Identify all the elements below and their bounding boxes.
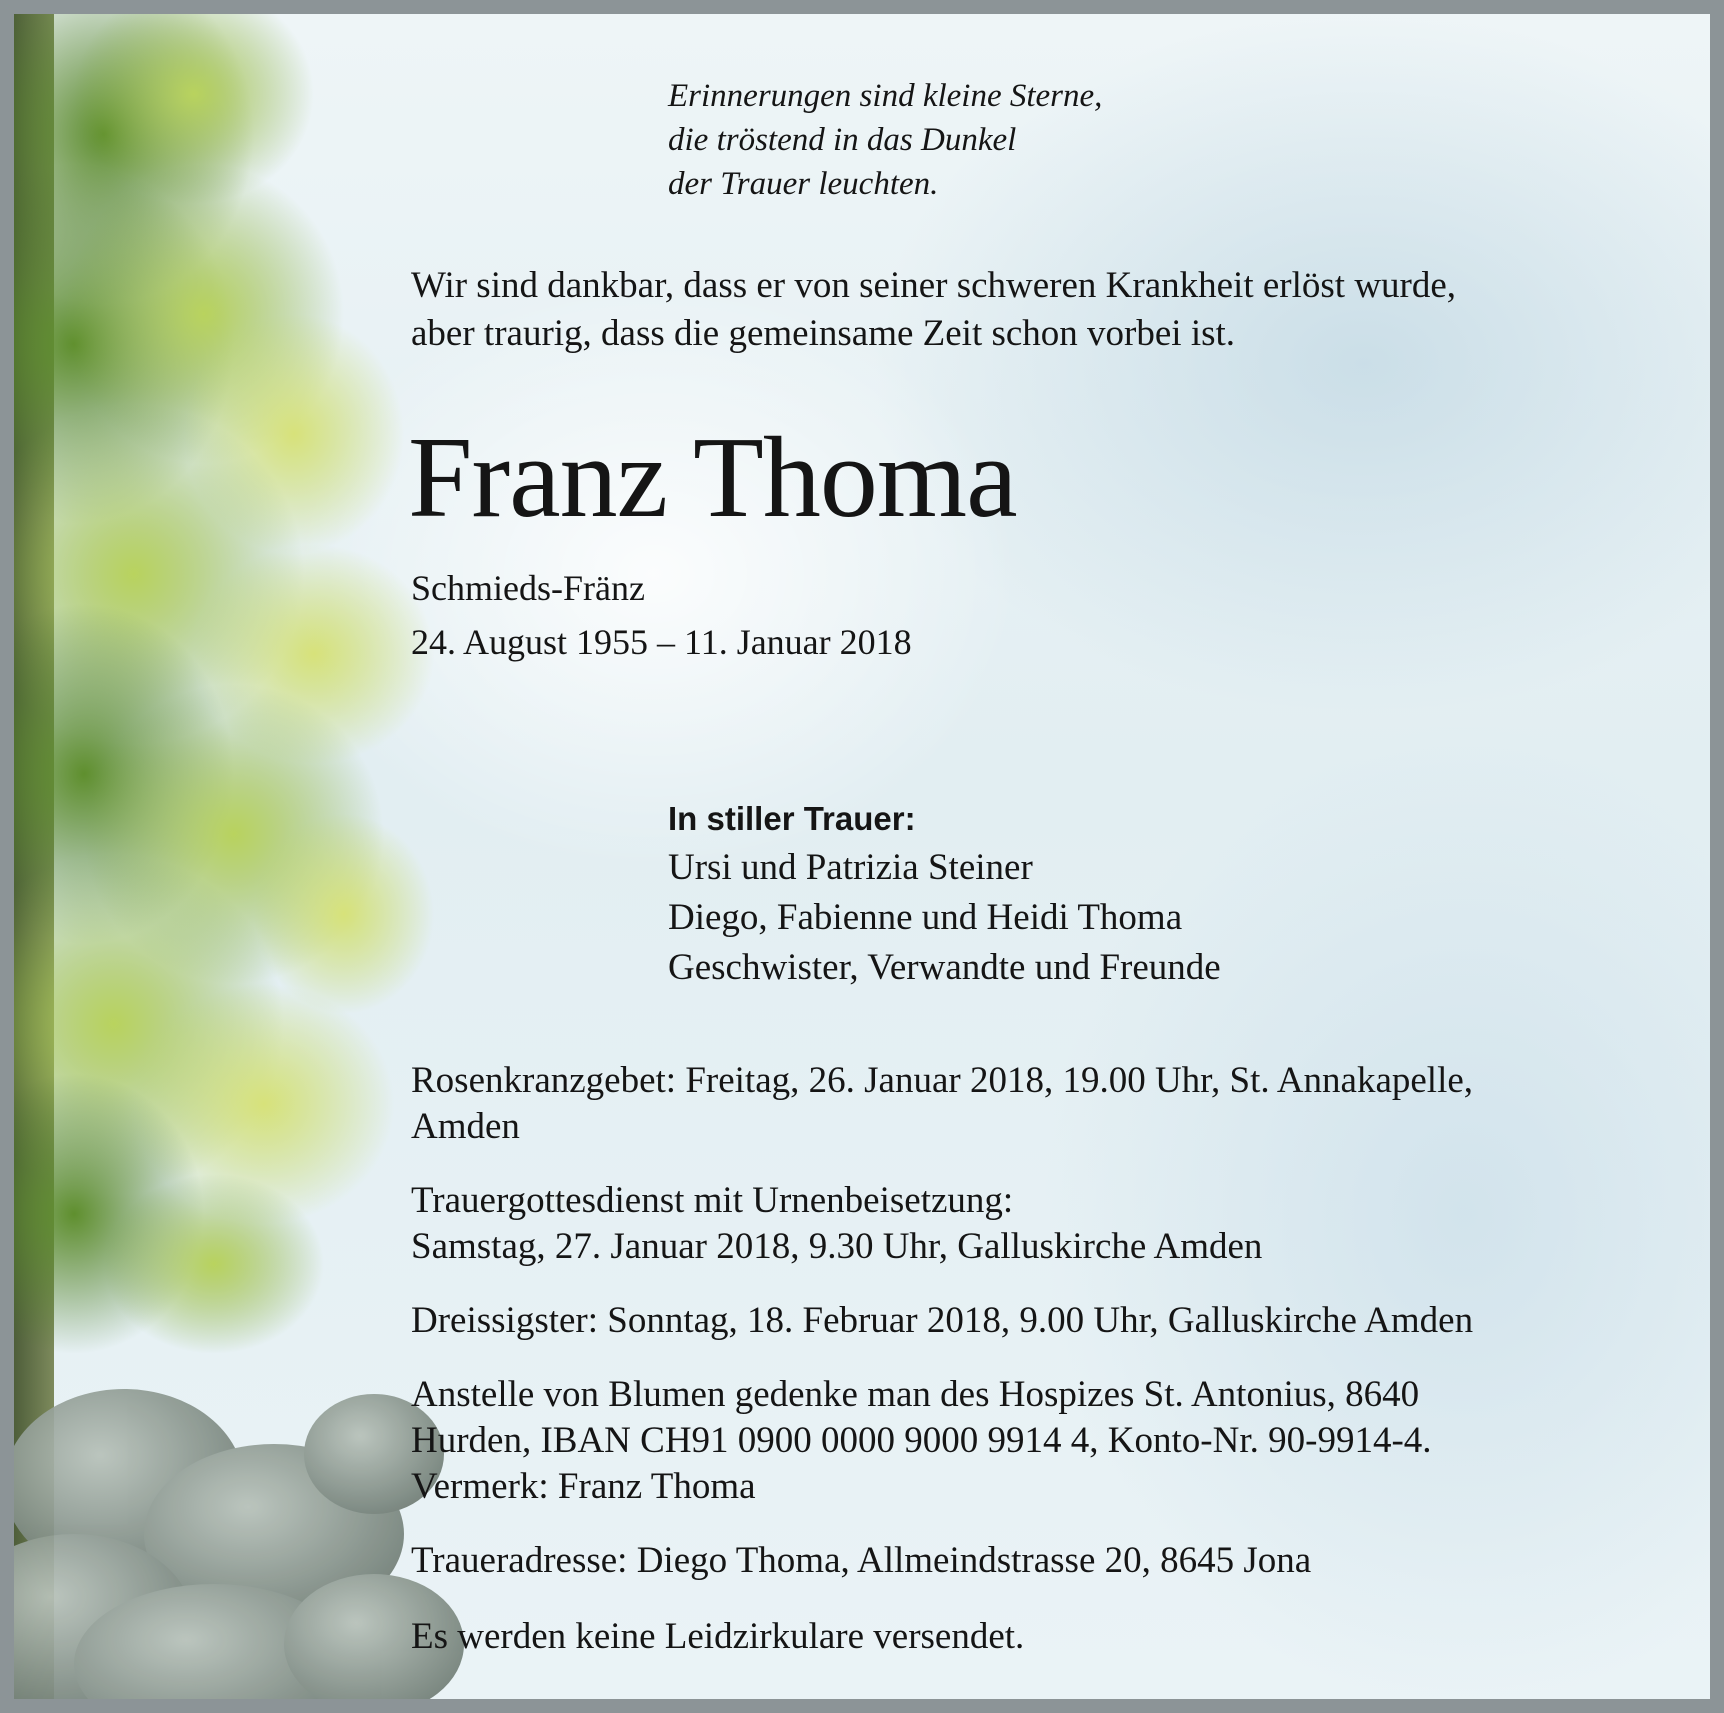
funeral-line: Trauergottesdienst mit Urnenbeisetzung: xyxy=(411,1180,1014,1221)
notice-text xyxy=(411,1614,1024,1660)
notice-line: Es werden keine Leidzirkulare versendet. xyxy=(411,1616,1025,1657)
motto-line: Erinnerungen sind kleine Sterne, xyxy=(668,78,1103,114)
tree-and-rocks-illustration xyxy=(14,14,474,1713)
funeral-info xyxy=(411,1178,1262,1270)
intro-line: aber traurig, dass die gemeinsame Zeit schon vorbei ist. xyxy=(411,313,1236,354)
donation-line: Hurden, IBAN CH91 0900 0000 9000 9914 4, Konto-Nr. 90-9914-4. xyxy=(411,1420,1432,1461)
mourner-line: Diego, Fabienne und Heidi Thoma xyxy=(668,897,1183,938)
mourning-address xyxy=(411,1538,1311,1584)
address-line: Traueradresse: Diego Thoma, Allmeindstrasse 20, 8645 Jona xyxy=(411,1540,1312,1581)
mourners-heading: In stiller Trauer: xyxy=(668,800,916,837)
donation-info xyxy=(411,1372,1432,1510)
motto-quote xyxy=(668,74,1102,206)
donation-line: Anstelle von Blumen gedenke man des Hospizes St. Antonius, 8640 xyxy=(411,1374,1420,1415)
rosary-line: Rosenkranzgebet: Freitag, 26. Januar 2018, 19.00 Uhr, St. Annakapelle, xyxy=(411,1060,1474,1101)
intro-line: Wir sind dankbar, dass er von seiner schweren Krankheit erlöst wurde, xyxy=(411,265,1457,306)
rosary-line: Amden xyxy=(411,1106,520,1147)
motto-line: der Trauer leuchten. xyxy=(668,166,939,202)
motto-line: die tröstend in das Dunkel xyxy=(668,122,1017,158)
rosary-info xyxy=(411,1058,1473,1150)
mourner-line: Ursi und Patrizia Steiner xyxy=(668,847,1033,888)
thirtieth-info xyxy=(411,1298,1473,1344)
funeral-line: Samstag, 27. Januar 2018, 9.30 Uhr, Galluskirche Amden xyxy=(411,1226,1263,1267)
intro-text xyxy=(411,262,1456,358)
deceased-nickname: Schmieds-Fränz xyxy=(411,568,645,608)
thirtieth-line: Dreissigster: Sonntag, 18. Februar 2018, 9.00 Uhr, Galluskirche Amden xyxy=(411,1300,1474,1341)
life-dates: 24. August 1955 – 11. Januar 2018 xyxy=(411,622,912,662)
donation-line: Vermerk: Franz Thoma xyxy=(411,1466,756,1507)
mourner-line: Geschwister, Verwandte und Freunde xyxy=(668,947,1221,988)
deceased-name: Franz Thoma xyxy=(408,414,1017,542)
